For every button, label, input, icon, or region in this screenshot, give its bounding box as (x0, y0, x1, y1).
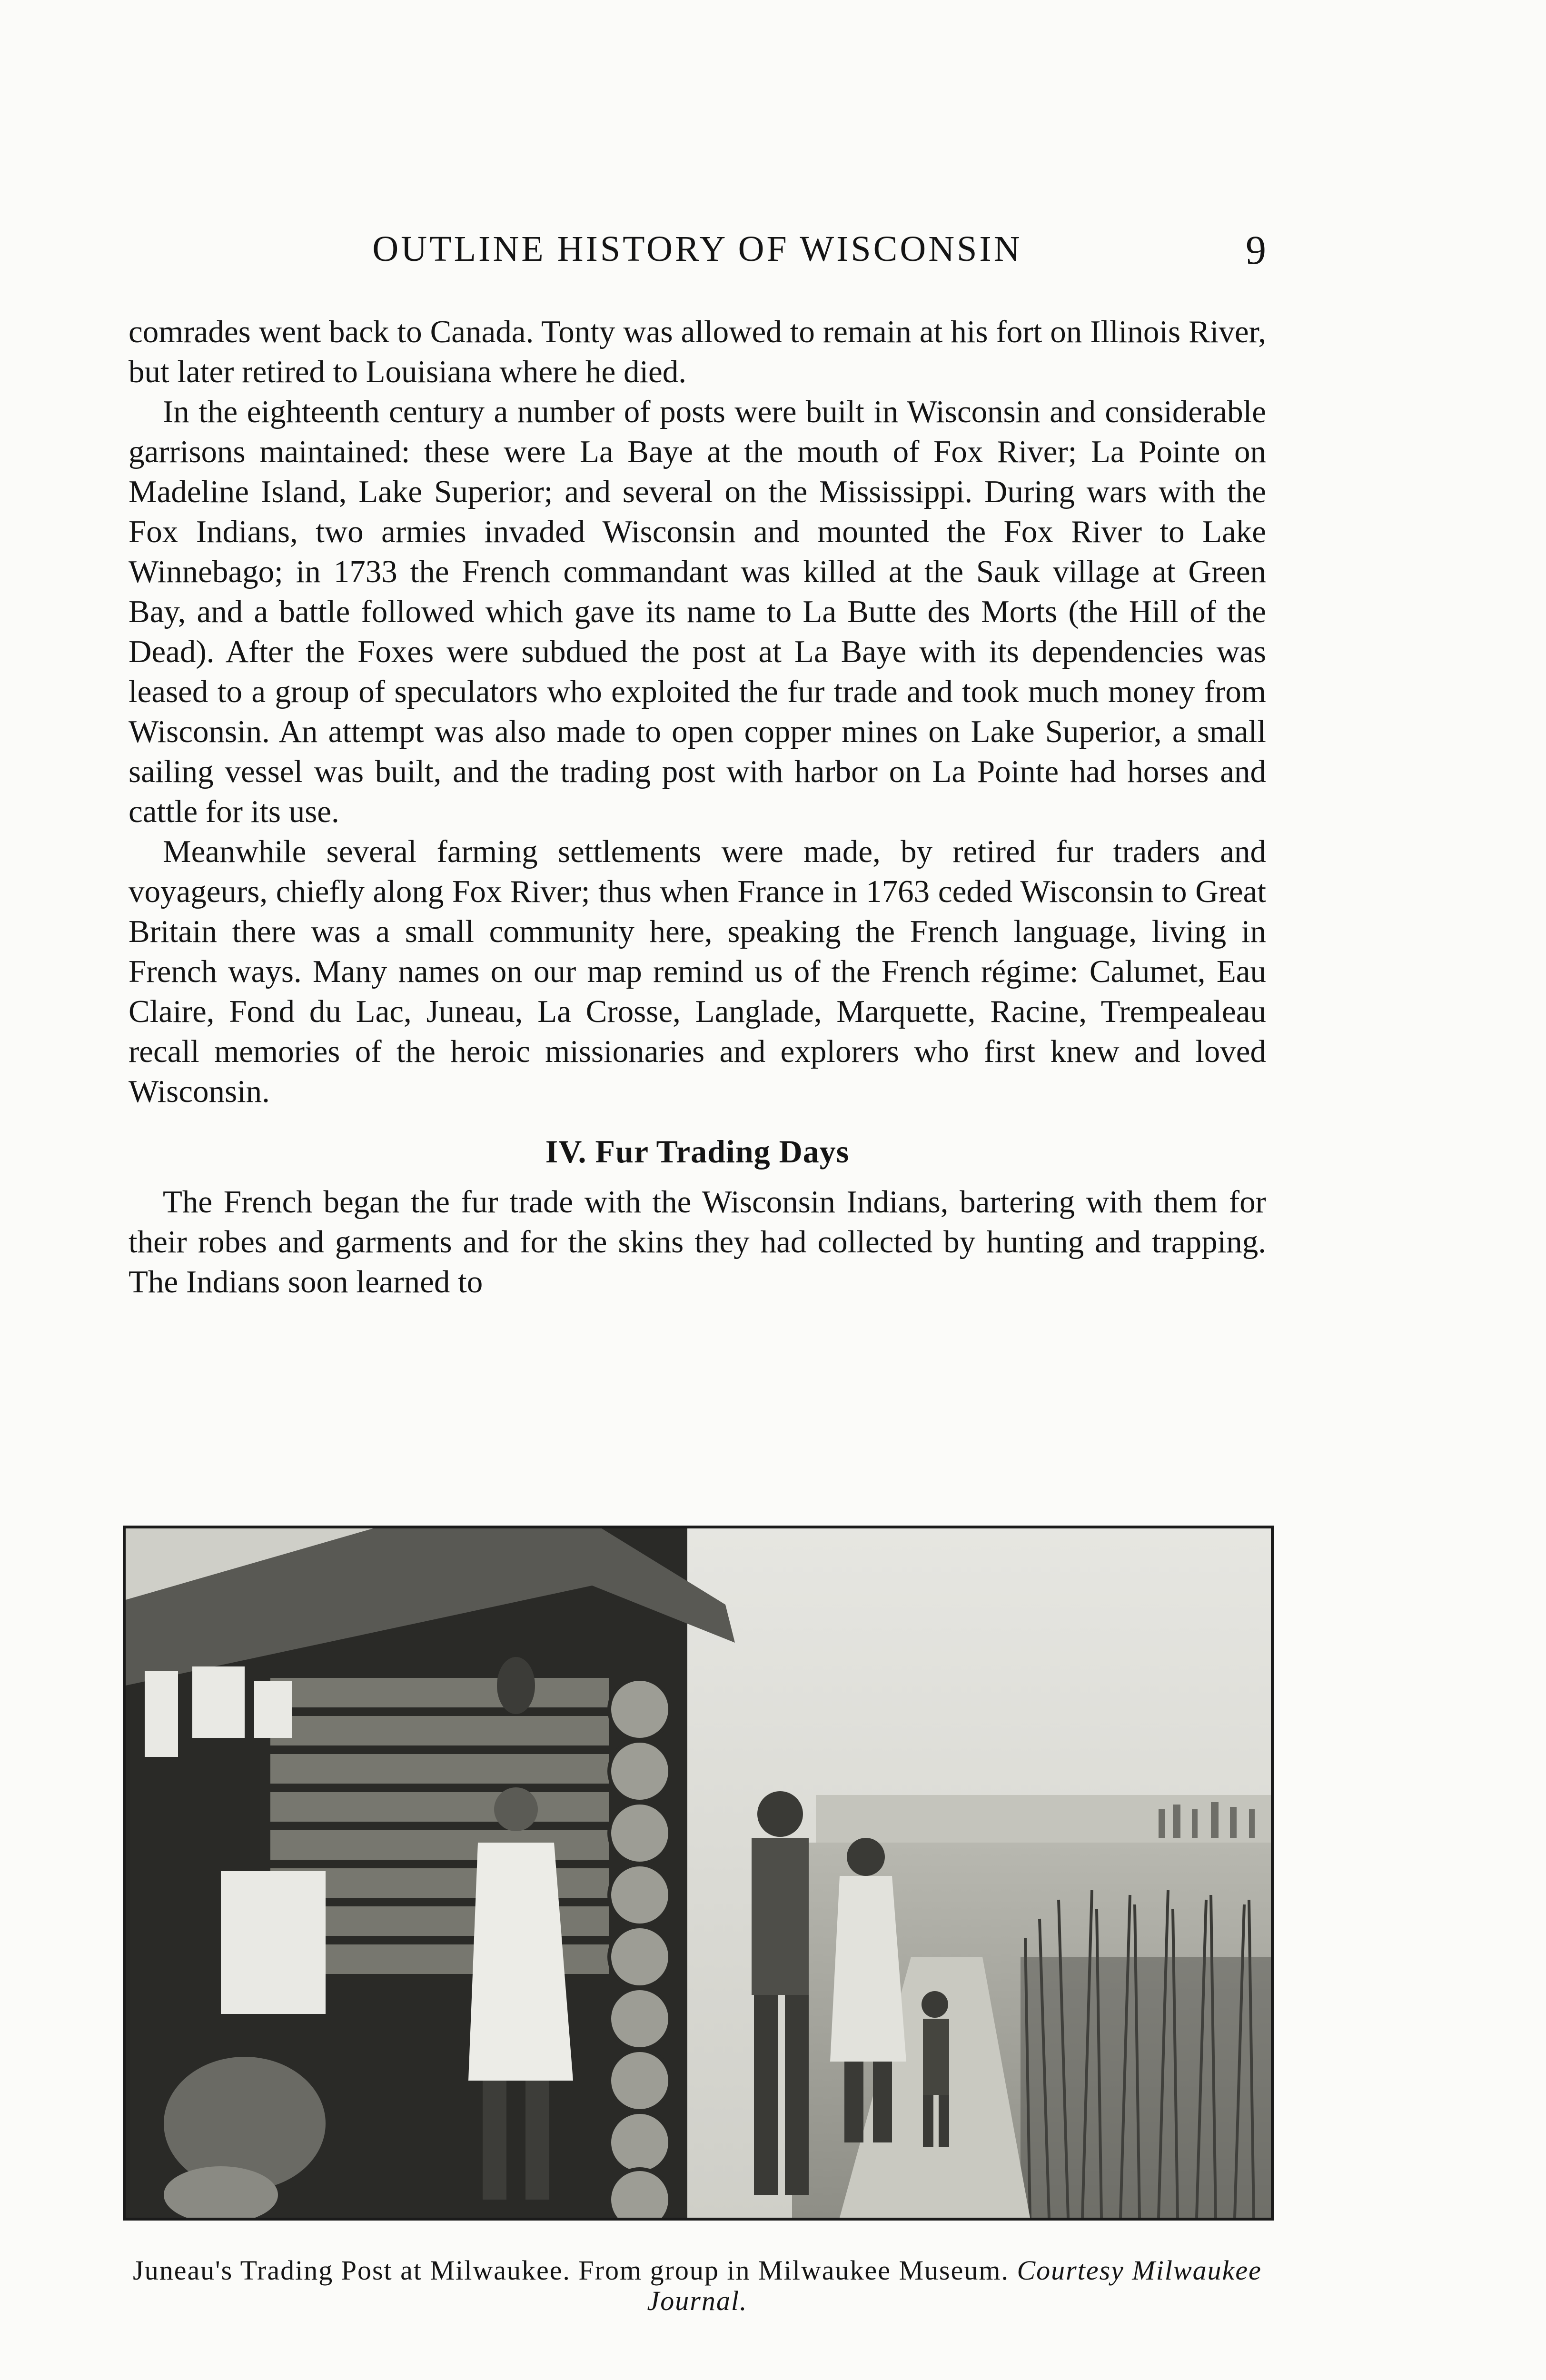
section-heading: IV. Fur Trading Days (545, 1133, 850, 1170)
paragraph-posts: In the eighteenth century a number of posts were built in Wisconsin and considerable garrisons maintained: these were La Baye at the mouth of Fox River; La Pointe on Madeline Island, Lake Superior; and several on the Mississippi. During wars with the Fox Indians, two armies invaded Wisconsin and mounted the Fox River to Lake Winnebago; in 1733 the French commandant was killed at the Sauk village at Green Bay, and a battle followed which gave its name to La Butte des Morts (the Hill of the Dead). After the Foxes were subdued the post at La Baye with its dependencies was leased to a group of speculators who exploited the fur trade and took much money from Wisconsin. An attempt was also made to open copper mines on Lake Superior, a small sailing vessel was built, and the trading post with harbor on La Pointe had horses and cattle for its use. (129, 394, 1266, 829)
running-title: OUTLINE HISTORY OF WISCONSIN (372, 229, 1022, 269)
paragraph-continued: comrades went back to Canada. Tonty was allowed to remain at his fort on Illinois River, but later retired to Louisiana where he died. (129, 314, 1266, 389)
body-text (129, 312, 1266, 1302)
paragraph-fur-trade: The French began the fur trade with the Wisconsin Indians, bartering with them for their robes and garments and for the skins they had collected by hunting and trapping. The Indians soon learned to (129, 1184, 1266, 1299)
page-number: 9 (1246, 227, 1266, 273)
photo-caption (129, 2255, 1266, 2316)
photo-illustration (126, 1528, 1271, 2218)
trading-post-photograph (123, 1526, 1274, 2221)
caption-text: Juneau's Trading Post at Milwaukee. From group in Milwaukee Museum. (133, 2255, 1009, 2286)
caption-credit: Courtesy Milwaukee Journal. (647, 2255, 1262, 2316)
paragraph-settlements: Meanwhile several farming settlements were made, by retired fur traders and voyageurs, chiefly along Fox River; thus when France in 1763 ceded Wisconsin to Great Britain there was a small community here, speaking the French language, living in French ways. Many names on our map remind us of the French régime: Calumet, Eau Claire, Fond du Lac, Juneau, La Crosse, Langlade, Marquette, Racine, Trempealeau recall memories of the heroic missionaries and explorers who first knew and loved Wisconsin. (129, 834, 1266, 1109)
page-header (129, 224, 1266, 281)
